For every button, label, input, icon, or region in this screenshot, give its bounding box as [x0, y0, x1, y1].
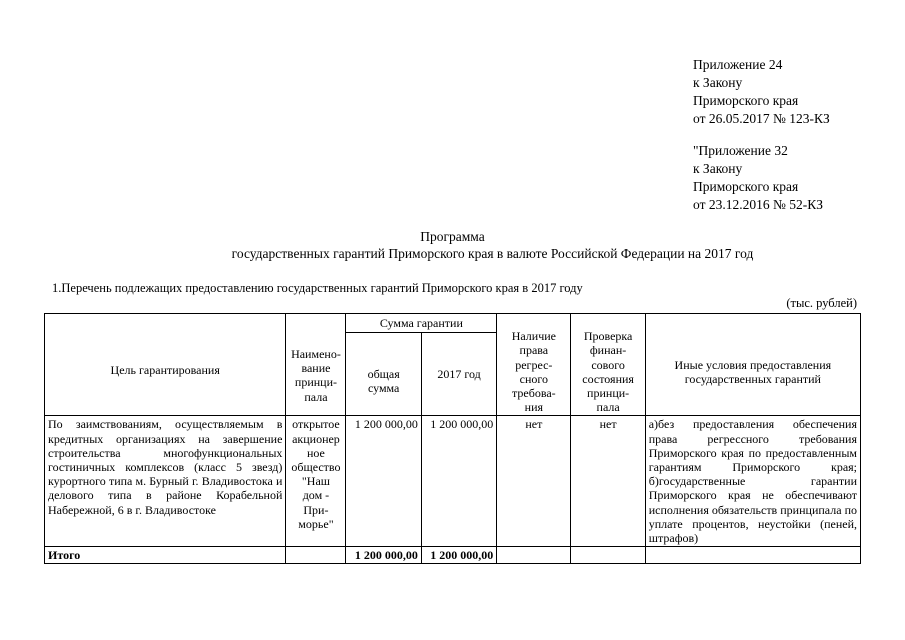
total-conditions-empty: [645, 547, 860, 564]
guarantees-table: [44, 313, 861, 564]
table-row: [45, 416, 861, 547]
table-header-row: [45, 314, 861, 333]
header-principal-name: Наимено- вание принци- пала: [286, 314, 346, 416]
appendix-line: Приморского края: [693, 93, 799, 108]
appendix-line: от 26.05.2017 № 123-КЗ: [693, 111, 830, 126]
header-other-conditions: Иные условия предоставления государственных гарантий: [645, 314, 860, 416]
appendix-reference-2: [693, 142, 823, 214]
document-subtitle: государственных гарантий Приморского края в валюте Российской Федерации на 2017 год: [231, 246, 754, 261]
row-recourse-right: нет: [497, 416, 571, 547]
total-amount: 1 200 000,00: [346, 547, 421, 564]
appendix-line: к Закону: [693, 161, 743, 176]
appendix-line: "Приложение 32: [693, 143, 788, 158]
header-guarantee-amount: Сумма гарантии: [346, 314, 497, 333]
section-heading: 1.Перечень подлежащих предоставлению государственных гарантий Приморского края в 2017 году: [52, 281, 583, 295]
appendix-line: от 23.12.2016 № 52-КЗ: [693, 197, 823, 212]
header-financial-check: Проверка финан- сового состояния принци- пала: [571, 314, 645, 416]
table-total-row: [45, 547, 861, 564]
total-year-2017: 1 200 000,00: [421, 547, 496, 564]
row-principal: открытое акционер ное общество "Наш дом - При- морье": [286, 416, 346, 547]
units-note: (тыс. рублей): [786, 296, 857, 310]
appendix-line: Приложение 24: [693, 57, 783, 72]
total-principal-empty: [286, 547, 346, 564]
row-purpose: По заимствованиям, осуществляемым в кредитных организациях на завершение строительства многофункциональных гостиничных комплексов (класс 5 звезд) курортного типа м. Бурный г. Владивостока и делового типа в районе Корабельной Набережной, 6 в г. Владивостоке: [45, 416, 286, 547]
document-title: Программа: [420, 229, 485, 244]
header-purpose: Цель гарантирования: [45, 314, 286, 416]
row-year-2017: 1 200 000,00: [421, 416, 496, 547]
total-check-empty: [571, 547, 645, 564]
header-recourse-right: Наличие права регрес- сного требова- ния: [497, 314, 571, 416]
header-total-amount: общая сумма: [346, 333, 421, 416]
header-year-2017: 2017 год: [421, 333, 496, 416]
row-total-amount: 1 200 000,00: [346, 416, 421, 547]
appendix-line: Приморского края: [693, 179, 799, 194]
appendix-line: к Закону: [693, 75, 743, 90]
total-recourse-empty: [497, 547, 571, 564]
total-label: Итого: [45, 547, 286, 564]
appendix-reference-1: [693, 56, 830, 128]
row-other-conditions: а)без предоставления обеспечения права регрессного требования Приморского края по предоставленным гарантиям Приморского края; б)государственные гарантии Приморского края не обеспечивают исполнения обязательств принципала по уплате процентов, неустойки (пеней, штрафов): [645, 416, 860, 547]
row-financial-check: нет: [571, 416, 645, 547]
